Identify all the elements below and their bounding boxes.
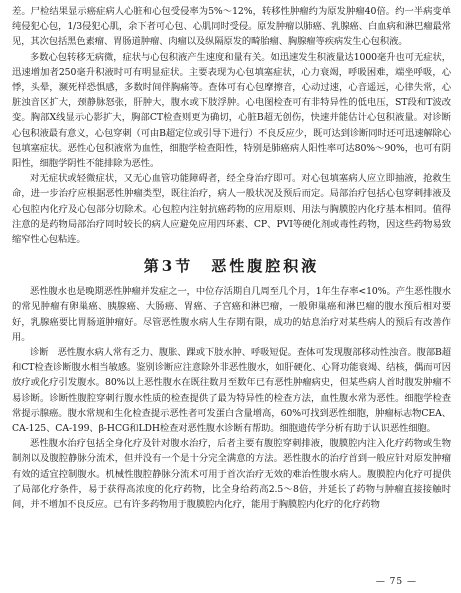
paragraph: 恶性腹水治疗包括全身化疗及针对腹水治疗，后者主要有腹腔穿刺排液，腹膜腔内注入化疗药物或生物制剂以及腹腔静脉分流术，但并没有一个是十分完全满意的方法。恶性腹水的治疗首到一般应针对原发肿瘤有效的适宜控制腹水。机械性腹腔静脉分流术可用于首次治疗无效的难治性腹水病人。腹膜腔内化疗可提供了局部化疗条件，易于获得高浓度的化疗药物，比全身给药高2.5～8倍，并延长了药物与肿瘤直接接触时间，并不增加不良反应。已有许多药物用于腹膜腔内化疗，能用于胸膜腔内化疗的化疗药物 — [12, 438, 451, 511]
section-title: 第3节 恶性腹腔积液 — [143, 257, 320, 276]
paragraph: 差。尸检结果显示癌症病人心脏和心包受侵率为5%～12%，转移性肿瘤约为原发肿瘤40倍。约一半病变单纯侵犯心包，1/3侵犯心肌，余下者可心包、心肌同时受侵。原发肿瘤以肺癌、乳腺癌、白血病和淋巴瘤最常见，其次包括黑色素瘤、胃肠道肿瘤、肉瘤以及纵隔原发的畸胎瘤、胸腺瘤等疾病发生心包积液。 — [12, 6, 451, 48]
paragraph: 诊断 恶性腹水病人常有乏力、腹胀、踝或下肢水肿、呼吸短促。查体可发现腹部移动性浊音。腹部B超和CT检查诊断腹水相当敏感。鉴别诊断应注意除外非恶性腹水，如肝硬化、心肾功能衰竭、结核，偶而可因放疗或化疗引发腹水。80%以上恶性腹水在既往数月至数年已有恶性肿瘤病史，但某些病人首时腹发肿瘤不易诊断。诊断性腹腔穿刺行腹水性质的检查提供了最为特异性的检查方法，血性腹水常为恶性。细胞学检查常提示腺癌。腹水常规和生化检查提示恶性者可发蛋白含量增高，60%可找到恶性细胞，肿瘤标志物CEA、CA-125、CA-199、β-HCG和LDH检查对恶性腹水诊断有帮助。细胞遗传学分析有助于认识恶性细胞。 — [12, 347, 451, 435]
page-number: — 75 — — [375, 577, 417, 587]
paragraph: 多数心包转移无病微，症状与心包积液产生速度和量有关。如迅速发生积液量达1000毫升也可无症状，迅速增加者250毫升积液时可有明显症状。主要表现为心包填塞症状，心力衰竭，呼吸困难，端坐呼吸，心悸，头晕，濒死样恐惧感，多数时间伴胸痛等。查体可有心包摩擦音，心动过速，心音遥远，心律失常，心脏浊音区扩大，颈静脉怒张，肝肿大，腹水或下肢浮肿。心电图检查可有非特异性的低电压，ST段和T波改变。胸部X线显示心影扩大，胸部CT检查则更为确切，心脏B超无创伤，快速并能估计心包积液量。对诊断心包积液最有意义，心包穿刺（可由B超定位或引导下进行）不良反应少，既可达到诊断同时还可迅速解除心包填塞症状。恶性心包积液常为血性，细胞学检查阳性，特别是肺癌病人阳性率可达80%～90%，也可有阴阳性，细胞学阴性不能排除为恶性。 — [12, 51, 451, 170]
section-bottom-body — [12, 284, 451, 512]
section-top-body — [12, 4, 451, 247]
paragraph: 恶性腹水也是晚期恶性肿瘤并发症之一，中位存活期自几周至几个月，1年生存率<10%。产生恶性腹水的常见肿瘤有卵巢癌、胰腺癌、大肠癌、胃癌、子宫癌和淋巴瘤，一般卵巢癌和淋巴瘤的腹水预后相对要好，乳腺癌要比胃肠道肿瘤好。尽管恶性腹水病人生存期有限，成功的姑息治疗对某些病人的预后有改善作用。 — [12, 286, 451, 343]
paragraph: 对无症状或轻微症状，又无心血管功能障碍者，经全身治疗即可。对心包填塞病人应立即抽液，抢救生命，进一步治疗应根据恶性肿瘤类型，既往治疗，病人一般状况及预后而定。局部治疗包括心包穿刺排液及心包腔内化疗及心包部分切除术。心包腔内注射抗癌药物的应用原则、用法与胸膜腔内化疗基本相同。值得注意的是药物局部治疗同时较长的病人应避免应用四环素、CP、PVI等硬化剂或毒性药物，因这些药物易致缩窄性心包粘连。 — [12, 173, 451, 246]
